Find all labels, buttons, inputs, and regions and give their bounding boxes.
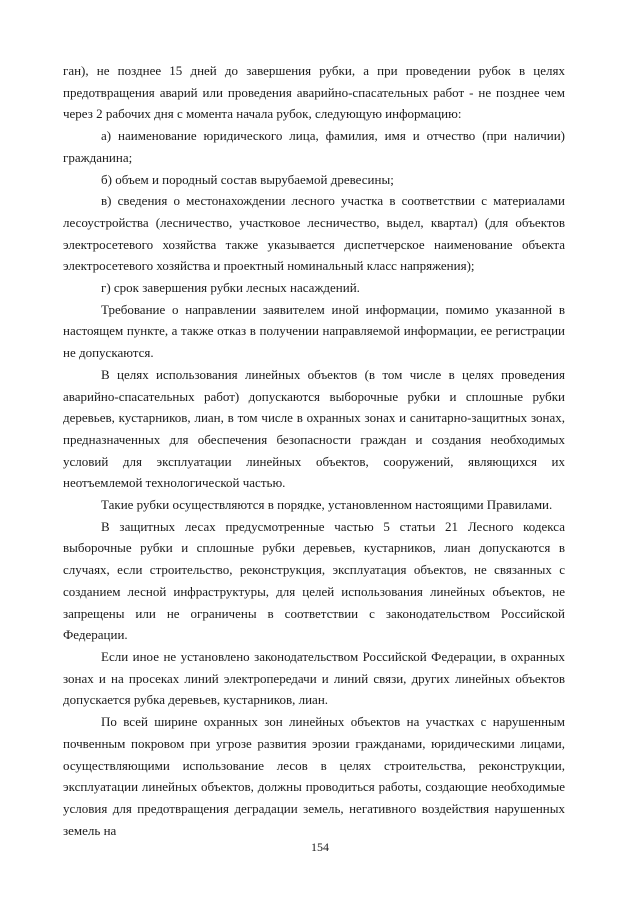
paragraph-continuation: ган), не позднее 15 дней до завершения рубки, а при проведении рубок в целях предотвращения аварий или проведения аварийно-спасательных работ - не позднее чем через 2 рабочих дня с момента начала рубок, следующую информацию:: [63, 63, 565, 122]
paragraph-linear-objects: В целях использования линейных объектов (в том числе в целях проведения аварийно-спасательных работ) допускаются выборочные рубки и сплошные рубки деревьев, кустарников, лиан, в том числе в охранных зонах и санитарно-защитных зонах, предназначенных для обеспечения безопасности граждан и создания необходимых условий для эксплуатации линейных объектов, сооружений, являющихся их неотъемлемой технологической частью.: [63, 366, 565, 491]
paragraph-item-a: а) наименование юридического лица, фамилия, имя и отчество (при наличии) гражданина;: [63, 128, 565, 165]
paragraph-requirement: Требование о направлении заявителем иной информации, помимо указанной в настоящем пункте, а также отказ в получении направляемой информации, ее регистрации не допускаются.: [63, 301, 565, 361]
paragraph-procedure: Такие рубки осуществляются в порядке, установленном настоящими Правилами.: [101, 497, 553, 513]
paragraph-erosion: По всей ширине охранных зон линейных объектов на участках с нарушенным почвенным покровом при угрозе развития эрозии гражданами, юридическими лицами, осуществляющими использование лесов в целях строительства, реконструкции, эксплуатации линейных объектов, должны проводиться работы, создающие необходимые условия для предотвращения деградации земель, негативного воздействия нарушенных земель на: [63, 714, 565, 838]
paragraph-item-v: в) сведения о местонахождении лесного участка в соответствии с материалами лесоустройства (лесничество, участковое лесничество, выдел, квартал) (для объектов электросетевого хозяйства также указывается диспетчерское наименование объекта электросетевого хозяйства и проектный номинальный класс напряжения);: [63, 193, 565, 274]
document-body: [63, 60, 565, 841]
page-number: 154: [311, 840, 329, 854]
paragraph-protective-forests: В защитных лесах предусмотренные частью 5 статьи 21 Лесного кодекса выборочные рубки и сплошные рубки деревьев, кустарников, лиан допускаются в случаях, если строительство, реконструкция, эксплуатация объектов, не связанных с созданием лесной инфраструктуры, для целей использования линейных объектов, не запрещены или не ограничены в соответствии с законодательством Российской Федерации.: [63, 518, 565, 643]
paragraph-protected-zones: Если иное не установлено законодательством Российской Федерации, в охранных зонах и на просеках линий электропередачи и линий связи, других линейных объектов допускается рубка деревьев, кустарников, лиан.: [63, 648, 565, 708]
paragraph-item-g: г) срок завершения рубки лесных насаждений.: [101, 280, 360, 296]
paragraph-item-b: б) объем и породный состав вырубаемой древесины;: [101, 171, 394, 187]
